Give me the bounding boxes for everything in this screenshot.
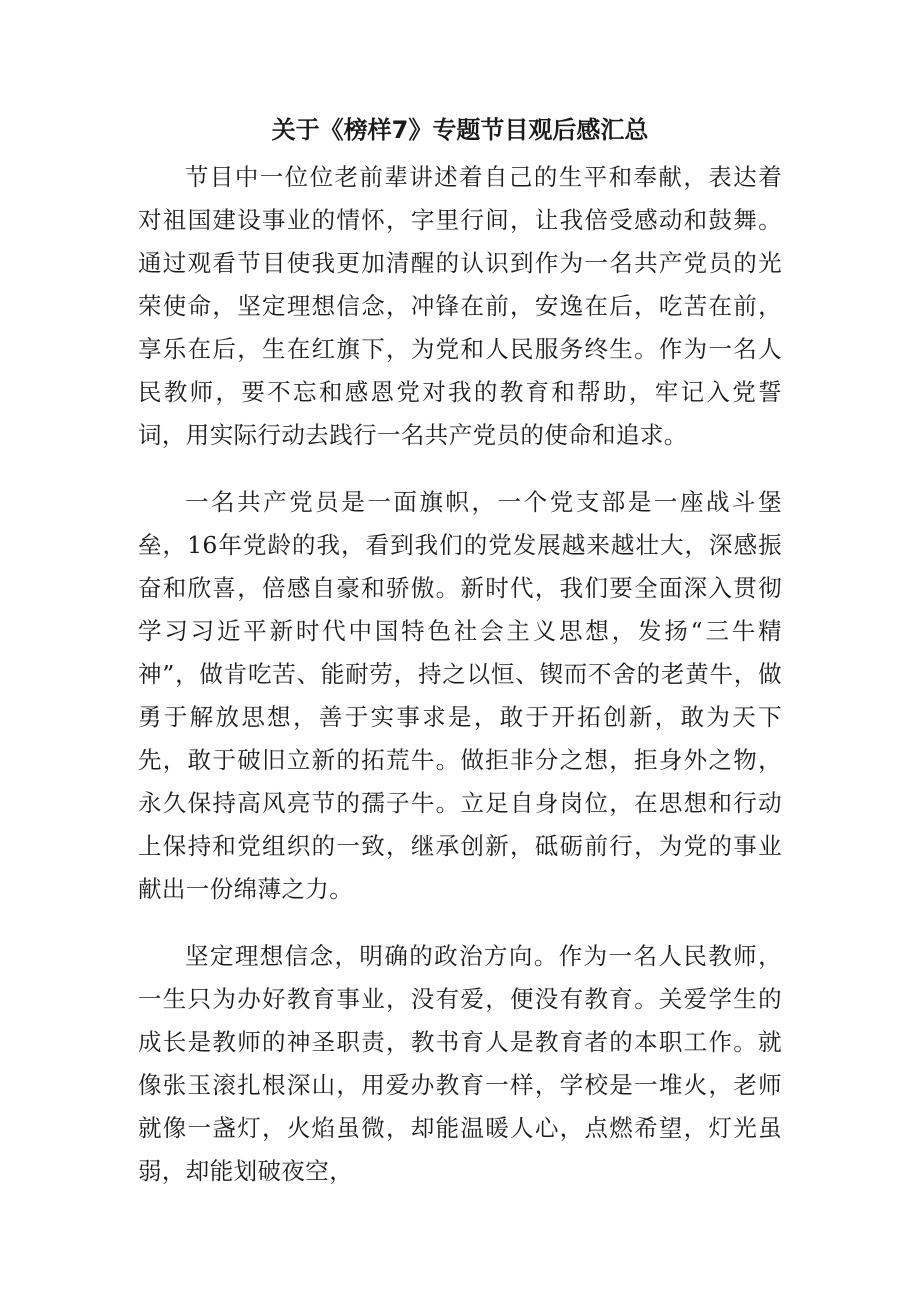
paragraph-1: 节目中一位位老前辈讲述着自己的生平和奉献，表达着对祖国建设事业的情怀，字里行间，让我倍受感动和鼓舞。通过观看节目使我更加清醒的认识到作为一名共产党员的光荣使命，坚定理想信念，冲锋在前，安逸在后，吃苦在前，享乐在后，生在红旗下，为党和人民服务终生。作为一名人民教师，要不忘和感恩党对我的教育和帮助，牢记入党誓词，用实际行动去践行一名共产党员的使命和追求。 [138,163,782,449]
paragraph-3: 坚定理想信念，明确的政治方向。作为一名人民教师，一生只为办好教育事业，没有爱，便没有教育。关爱学生的成长是教师的神圣职责，教书育人是教育者的本职工作。就像张玉滚扎根深山，用爱办教育一样，学校是一堆火，老师就像一盏灯，火焰虽微，却能温暖人心，点燃希望，灯光虽弱，却能划破夜空， [138,942,782,1185]
document-title: 关于《榜样7》专题节目观后感汇总 [271,116,649,144]
document-body [138,156,782,1193]
paragraph-2: 一名共产党员是一面旗帜，一个党支部是一座战斗堡垒，16年党龄的我，看到我们的党发展越来越壮大，深感振奋和欣喜，倍感自豪和骄傲。新时代，我们要全面深入贯彻学习习近平新时代中国特色社会主义思想，发扬“三牛精神”，做肯吃苦、能耐劳，持之以恒、锲而不舍的老黄牛，做勇于解放思想，善于实事求是，敢于开拓创新，敢为天下先，敢于破旧立新的拓荒牛。做拒非分之想，拒身外之物，永久保持高风亮节的孺子牛。立足自身岗位，在思想和行动上保持和党组织的一致，继承创新，砥砺前行，为党的事业献出一份绵薄之力。 [138,488,782,903]
